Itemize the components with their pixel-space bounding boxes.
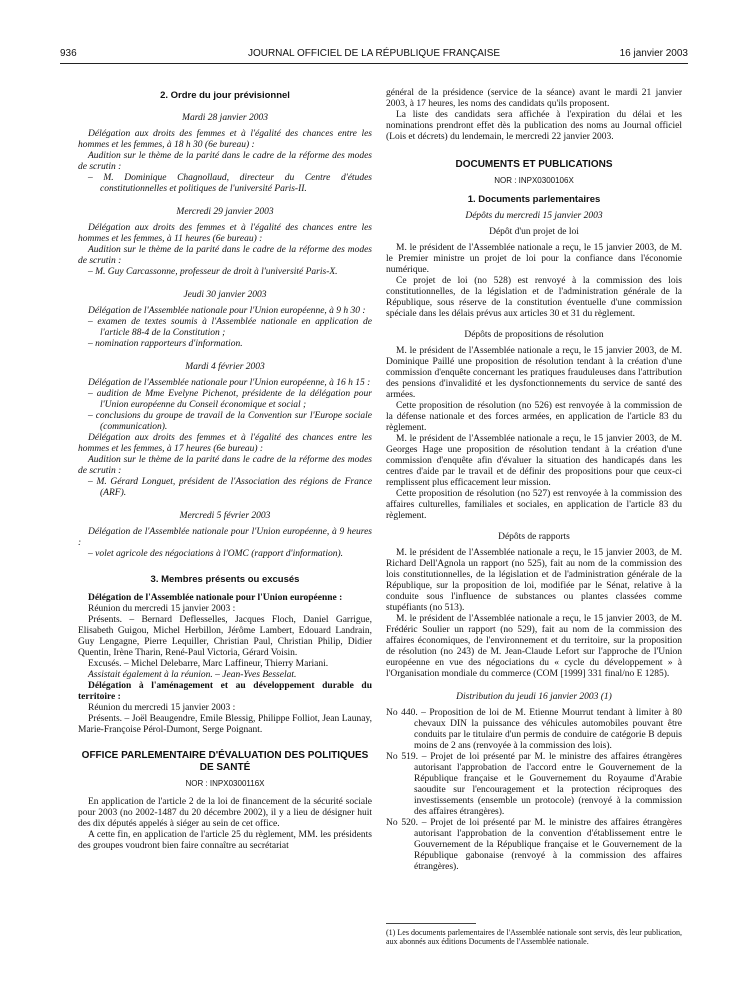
paragraph: Cette proposition de résolution (no 526) est renvoyée à la commission de la défense nationale et des forces armées, en application de l'article 83 du règlement. bbox=[386, 401, 682, 433]
left-column bbox=[78, 90, 372, 852]
distribution-item: No 440. – Proposition de loi de M. Etienne Mourrut tendant à limiter à 80 chevaux DIN la puissance des véhicules automobiles pouvant être conduits par le titulaire d'un permis de conduire de catégorie B depuis moins de 2 ans (renvoyée à la commission des lois). bbox=[386, 708, 682, 751]
meeting-line: Réunion du mercredi 15 janvier 2003 : bbox=[88, 604, 236, 614]
agenda-item: Audition sur le thème de la parité dans le cadre de la réforme des modes de scrutin : bbox=[78, 245, 372, 266]
agenda-item: Délégation aux droits des femmes et à l'égalité des chances entre les hommes et les femmes, à 17 heures (6e bureau) : bbox=[78, 433, 372, 454]
documents-title: DOCUMENTS ET PUBLICATIONS bbox=[455, 159, 613, 170]
agenda-item: Délégation aux droits des femmes et à l'égalité des chances entre les hommes et les femmes, à 11 heures (6e bureau) : bbox=[78, 223, 372, 244]
attendees-also: Assistait également à la réunion. – Jean-Yves Besselat. bbox=[88, 670, 297, 680]
agenda-date: Mardi 28 janvier 2003 bbox=[182, 113, 268, 123]
subheading: Dépôts de propositions de résolution bbox=[464, 330, 604, 340]
section-title: 3. Membres présents ou excusés bbox=[150, 574, 300, 585]
delegation-heading: Délégation à l'aménagement et au développement durable du territoire : bbox=[78, 681, 372, 702]
attendees-present: Présents. – Bernard Deflesselles, Jacques Floch, Daniel Garrigue, Elisabeth Guigou, Michel Herbillon, Jérôme Lambert, Edouard Landrain, Guy Lengagne, Pierre Lequiller, Christian Paul, Christian Philip, Didier Quentin, Irène Tharin, René-Paul Victoria, Gérard Voisin. bbox=[78, 615, 372, 658]
distribution-item: No 520. – Projet de loi présenté par M. le ministre des affaires étrangères autorisant l'approbation de la convention d'établissement entre le Gouvernement de la République française et le Gouvernement de la République gabonaise (renvoyé à la commission des affaires étrangères). bbox=[386, 818, 682, 872]
nor-reference: NOR : INPX0300116X bbox=[185, 779, 265, 788]
section-title: 2. Ordre du jour prévisionnel bbox=[160, 90, 290, 101]
agenda-date: Mardi 4 février 2003 bbox=[185, 362, 265, 372]
agenda-subitem: – M. Dominique Chagnollaud, directeur du Centre d'études constitutionnelles et politiques de l'université Paris-II. bbox=[88, 173, 372, 194]
subheading: Dépôt d'un projet de loi bbox=[489, 227, 579, 237]
agenda-subitem: – audition de Mme Evelyne Pichenot, présidente de la délégation pour l'Union européenne du Conseil économique et social ; bbox=[88, 389, 372, 410]
paragraph: M. le président de l'Assemblée nationale a reçu, le 15 janvier 2003, de M. Dominique Paillé une proposition de résolution tendant à la création d'une commission d'enquête concernant les pratiques frauduleuses dans l'attribution des pensions d'invalidité et les dysfonctionnements du service de santé des armées. bbox=[386, 346, 682, 400]
issue-date: 16 janvier 2003 bbox=[619, 48, 688, 59]
journal-title: JOURNAL OFFICIEL DE LA RÉPUBLIQUE FRANÇAISE bbox=[247, 48, 501, 59]
agenda-subitem: – examen de textes soumis à l'Assemblée nationale en application de l'article 88-4 de la Constitution ; bbox=[88, 317, 372, 338]
subheading: Dépôts de rapports bbox=[498, 532, 570, 542]
paragraph: général de la présidence (service de la séance) avant le mardi 21 janvier 2003, à 17 heures, les noms des candidats qu'ils proposent. bbox=[386, 88, 682, 109]
office-title: OFFICE PARLEMENTAIRE D'ÉVALUATION DES POLITIQUES DE SANTÉ bbox=[81, 750, 369, 773]
paragraph: Cette proposition de résolution (no 527) est renvoyée à la commission des affaires culturelles, familiales et sociales, en application de l'article 83 du règlement. bbox=[386, 489, 682, 521]
agenda-item: Délégation de l'Assemblée nationale pour l'Union européenne, à 9 h 30 : bbox=[88, 306, 366, 316]
agenda-subitem: – M. Gérard Longuet, président de l'Association des régions de France (ARF). bbox=[88, 477, 372, 498]
attendees-excused: Excusés. – Michel Delebarre, Marc Laffineur, Thierry Mariani. bbox=[88, 659, 329, 669]
right-column bbox=[386, 88, 682, 946]
paragraph: Ce projet de loi (no 528) est renvoyé à la commission des lois constitutionnelles, de la législation et de l'administration générale de la République, sous réserve de la constitution éventuelle d'une commission spéciale dans les délais prévus aux articles 30 et 31 du règlement. bbox=[386, 276, 682, 319]
distribution-date: Distribution du jeudi 16 janvier 2003 (1) bbox=[456, 692, 612, 702]
page-header bbox=[60, 48, 688, 62]
agenda-date: Mercredi 29 janvier 2003 bbox=[176, 207, 274, 217]
header-rule bbox=[60, 63, 688, 64]
agenda-subitem: – M. Guy Carcassonne, professeur de droit à l'université Paris-X. bbox=[88, 267, 338, 277]
nor-reference: NOR : INPX0300106X bbox=[494, 176, 574, 185]
meeting-line: Réunion du mercredi 15 janvier 2003 : bbox=[88, 703, 236, 713]
distribution-item: No 519. – Projet de loi présenté par M. le ministre des affaires étrangères autorisant l'approbation de l'accord entre le Gouvernement de la République française et le Gouvernement du Royaume d'Arabie saoudite sur l'encouragement et la protection réciproques des investissements (ensemble un protocole) (renvoyé à la commission des affaires étrangères). bbox=[386, 752, 682, 817]
paragraph: En application de l'article 2 de la loi de financement de la sécurité sociale pour 2003 (no 2002-1487 du 20 décembre 2002), il y a lieu de désigner huit des dix députés appelés à siéger au sein de cet office. bbox=[78, 797, 372, 829]
agenda-subitem: – volet agricole des négociations à l'OMC (rapport d'information). bbox=[88, 549, 343, 559]
paragraph: M. le président de l'Assemblée nationale a reçu, le 15 janvier 2003, de M. Richard Dell'Agnola un rapport (no 525), fait au nom de la commission des lois constitutionnelles, de la législation et de l'administration générale de la République, sur la proposition de loi, modifiée par le Sénat, relative à la conduite sous l'influence de substances ou plantes classées comme stupéfiants (no 513). bbox=[386, 548, 682, 613]
agenda-item: Audition sur le thème de la parité dans le cadre de la réforme des modes de scrutin : bbox=[78, 455, 372, 476]
agenda-subitem: – nomination rapporteurs d'information. bbox=[88, 339, 243, 349]
page-number: 936 bbox=[60, 48, 77, 59]
paragraph: La liste des candidats sera affichée à l'expiration du délai et les nominations prendront effet dès la publication des noms au Journal officiel (Lois et décrets) du lendemain, le mercredi 22 janvier 2003. bbox=[386, 110, 682, 142]
footnote-rule bbox=[386, 923, 476, 924]
deposit-date: Dépôts du mercredi 15 janvier 2003 bbox=[465, 211, 603, 221]
footnote: (1) Les documents parlementaires de l'Assemblée nationale sont servis, dès leur publication, aux abonnés aux éditions Documents de l'Assemblée nationale. bbox=[386, 928, 682, 946]
agenda-date: Mercredi 5 février 2003 bbox=[179, 511, 271, 521]
agenda-item: Audition sur le thème de la parité dans le cadre de la réforme des modes de scrutin : bbox=[78, 151, 372, 172]
paragraph: M. le président de l'Assemblée nationale a reçu, le 15 janvier 2003, de M. Georges Hage une proposition de résolution tendant à la création d'une commission d'enquête afin d'évaluer la situation des handicapés dans les centres d'aide par le travail et de définir des propositions pour que ceux-ci remplissent plus efficacement leur mission. bbox=[386, 434, 682, 488]
paragraph: M. le président de l'Assemblée nationale a reçu, le 15 janvier 2003, de M. Frédéric Soulier un rapport (no 529), fait au nom de la commission des affaires économiques, de l'environnement et du territoire, sur la proposition de résolution (no 243) de M. Jean-Claude Lefort sur l'approche de l'Union européenne en vue des négociations du « cycle du développement » à l'Organisation mondiale du commerce (COM [1999] 331 final/no E 1285). bbox=[386, 614, 682, 679]
agenda-item: Délégation de l'Assemblée nationale pour l'Union européenne, à 16 h 15 : bbox=[88, 378, 371, 388]
agenda-item: Délégation aux droits des femmes et à l'égalité des chances entre les hommes et les femmes, à 18 h 30 (6e bureau) : bbox=[78, 129, 372, 150]
agenda-item: Délégation de l'Assemblée nationale pour l'Union européenne, à 9 heures : bbox=[78, 527, 372, 548]
paragraph: M. le président de l'Assemblée nationale a reçu, le 15 janvier 2003, de M. le Premier ministre un projet de loi pour la confiance dans l'économie numérique. bbox=[386, 243, 682, 275]
paragraph: A cette fin, en application de l'article 25 du règlement, MM. les présidents des groupes voudront bien faire connaître au secrétariat bbox=[78, 830, 372, 851]
section-title: 1. Documents parlementaires bbox=[467, 194, 601, 205]
attendees-present: Présents. – Joël Beaugendre, Emile Blessig, Philippe Folliot, Jean Launay, Marie-Françoise Pérol-Dumont, Serge Poignant. bbox=[78, 714, 372, 735]
delegation-heading: Délégation de l'Assemblée nationale pour l'Union européenne : bbox=[88, 593, 343, 603]
agenda-date: Jeudi 30 janvier 2003 bbox=[183, 290, 267, 300]
agenda-subitem: – conclusions du groupe de travail de la Convention sur l'Europe sociale (communication). bbox=[88, 411, 372, 432]
